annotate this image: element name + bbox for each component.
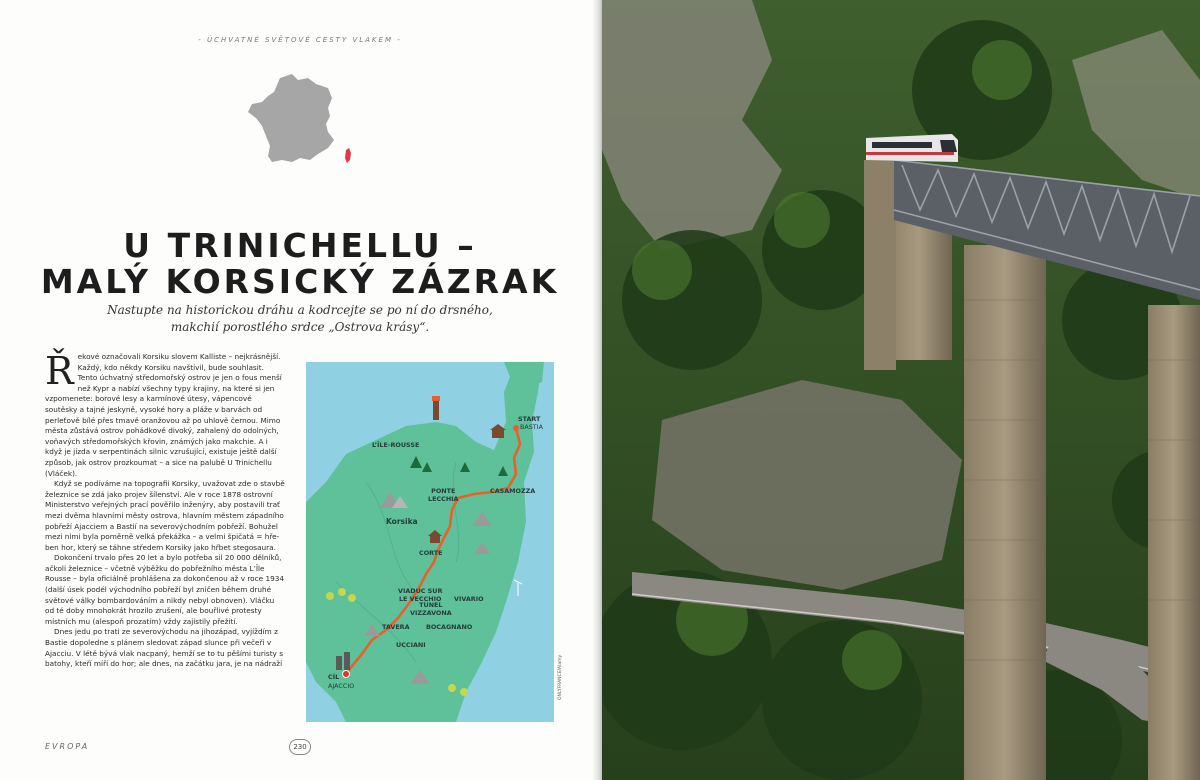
paragraph-4: Dnes jedu po trati ze severovýchodu na jihozápad, vyjíždím z Bastie dopoledne s plánem sledovat západ slunce při večeři v Ajacciu. V létě bývá vlak nacpaný, hemží se to tu pěšími turisty s batohy, kteří míří do hor; ale dnes, na začátku jara, je na nádraží bbox=[45, 627, 283, 669]
map-label-tunel bbox=[410, 602, 452, 617]
map-label-island: Korsika bbox=[386, 517, 418, 526]
france-locator-map bbox=[242, 70, 362, 170]
route-map bbox=[306, 362, 554, 722]
tree-icon bbox=[460, 688, 468, 696]
viaduct-pier-2 bbox=[964, 245, 1046, 780]
page-gutter bbox=[592, 0, 602, 780]
tree-icon bbox=[348, 594, 356, 602]
paragraph-1 bbox=[45, 349, 285, 479]
map-label-tunel-2: VIZZAVONA bbox=[410, 608, 452, 617]
title-line-2: MALÝ KORSICKÝ ZÁZRAK bbox=[40, 262, 560, 301]
paragraph-3: Dokončení trvalo přes 20 let a bylo potřeba sil 20 000 dělníků, ačkoli železnice – včetně výběžku do pobřežního města L’Île Rousse – byla oficiálně prohlášena za dokončenou až v roce 1934 (další úsek podél východního pobřeží byl zničen během druhé světové války bombardováním a nikdy nebyl obnoven). Vláčku od té doby mnohokrát hrozilo zrušení, ale bouřlivé protesty místních mu (alespoň prozatím) vždy zajistily přežití. bbox=[45, 553, 285, 626]
map-label-ponte-lecchia-1: PONTE bbox=[431, 487, 456, 495]
photo-credit: ONLYFRANCE/Alamy bbox=[558, 654, 563, 700]
subtitle-line-1: Nastupte na historickou dráhu a kodrcejte se po ní do drsného, bbox=[107, 303, 493, 317]
article-title bbox=[30, 228, 570, 300]
right-page-photo bbox=[602, 0, 1200, 780]
subtitle-line-2: makchií porostlého srdce „Ostrova krásy“. bbox=[170, 320, 430, 334]
map-label-ponte-lecchia-2: LECCHIA bbox=[428, 494, 459, 503]
train-windows bbox=[872, 142, 932, 148]
map-label-ucciani: UCCIANI bbox=[396, 641, 426, 649]
viaduct-abutment bbox=[864, 160, 896, 370]
tree-icon bbox=[338, 588, 346, 596]
map-label-viaduct-1: VIADUC SUR bbox=[398, 587, 443, 595]
map-label-vivario: VIVARIO bbox=[454, 595, 484, 603]
title-line-1: U TRINICHELLU – bbox=[123, 226, 477, 265]
map-label-ponte-lecchia bbox=[428, 488, 459, 503]
footer-section-name: EVROPA bbox=[45, 742, 90, 751]
viaduct-pier-3 bbox=[1148, 305, 1200, 780]
map-label-casamozza: CASAMOZZA bbox=[490, 487, 536, 495]
section-kicker: - ÚCHVATNÉ SVĚTOVÉ CESTY VLAKEM - bbox=[198, 36, 402, 44]
end-marker bbox=[343, 671, 350, 678]
train bbox=[866, 134, 958, 162]
article-body bbox=[45, 349, 285, 670]
train-viaduct-photo bbox=[602, 0, 1200, 780]
paragraph-1-text: ekové označovali Korsiku slovem Kalliste – nejkrásnější. Každý, kdo někdy Korsiku navštívil, bude souhlasit. Tento úchvatný středomořský ostrov je jen o fous menší než Kypr a nabízí všechny typy krajiny, na které si jen vzpomenete: borové lesy a karmínové útesy, vápencové soutěsky a tajné jeskyně, vysoké hory a pláže v barvách od perleťově bílé přes tmavě oranžovou až po uhlově černou. Mimo města zůstává ostrov pohádkově divoký, zahalený do odolných, voňavých středomořských křovin, známých jako makchie. A i když je jízda v serpentinách silnic vzrušující, existuje ještě další způsob, jak ostrov prozkoumat – a sice na palubě U Trinichellu (Vláček). bbox=[45, 352, 282, 478]
tree-icon bbox=[448, 684, 456, 692]
tree-icon bbox=[326, 592, 334, 600]
map-label-tunel-1: TUNEL bbox=[419, 601, 443, 609]
map-label-end: CÍL bbox=[328, 673, 340, 681]
map-label-start: START bbox=[518, 415, 541, 423]
train-stripe bbox=[866, 152, 954, 155]
map-label-corte: CORTE bbox=[419, 549, 443, 557]
map-label-ajaccio: AJACCIO bbox=[328, 682, 355, 690]
map-label-bastia: BASTIA bbox=[520, 423, 543, 431]
map-label-ile-rousse: L’ÎLE-ROUSSE bbox=[372, 441, 420, 449]
lighthouse-icon bbox=[432, 396, 440, 420]
drop-cap: Ř bbox=[45, 349, 74, 393]
route-map-graphic bbox=[306, 362, 554, 722]
map-label-tavera: TAVERA bbox=[382, 623, 410, 631]
france-shape bbox=[248, 74, 334, 162]
corsica-highlight bbox=[345, 148, 351, 163]
map-label-viaduct-2: LE VECCHIO bbox=[398, 594, 442, 603]
paragraph-2: Když se podíváme na topografii Korsiky, uvažovat zde o stavbě železnice se zdá jako projev šílenství. Ale v roce 1878 ostrovní Ministerstvo veřejných prací pověřilo inženýry, aby postavili trať mezi dvěma hlavními městy ostrova, hlavním městem západního pobřeží Ajacciem a Bastií na severovýchodním pobřeží. Bohužel mezi nimi byla poměrně velká překážka – a velmi špičatá = hřeben hor, který se táhne středem Korsiky jako hřbet stegosaura. bbox=[45, 479, 285, 552]
map-label-bocagnano: BOCAGNANO bbox=[426, 623, 473, 631]
start-marker bbox=[513, 425, 519, 431]
article-subtitle bbox=[80, 302, 520, 336]
page-number: 230 bbox=[289, 739, 311, 755]
wind-turbine-icon bbox=[514, 580, 522, 596]
